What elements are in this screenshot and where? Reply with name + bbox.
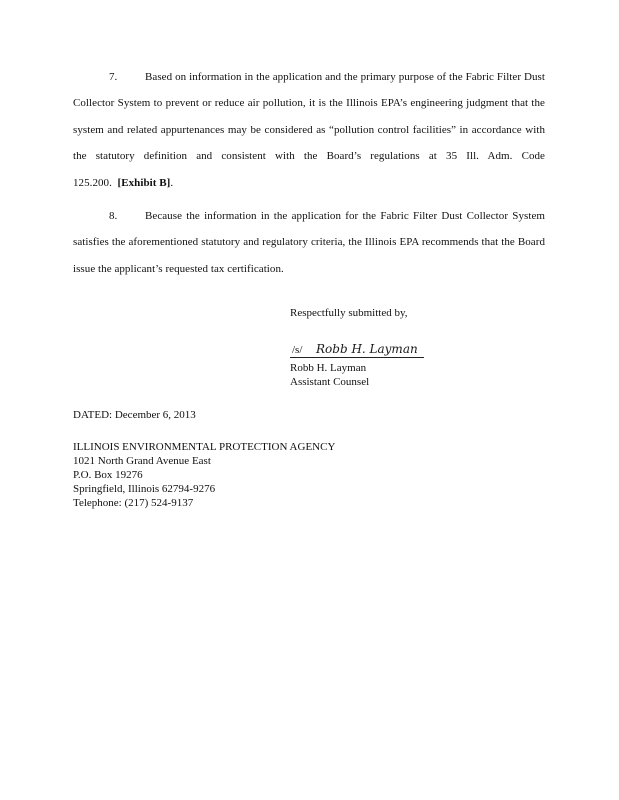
signature-script-text: Robb H. Layman <box>316 342 418 356</box>
agency-address-line-2: P.O. Box 19276 <box>73 469 143 481</box>
paragraph-text: Based on information in the application and the primary purpose of the Fabric Filter Dust Collector System to prevent or reduce air pollution, it is the Illinois EPA’s engineering judgment that the system and related appurtenances may be considered as “pollution control facilities” in accordance with the statutory definition and consistent with the Board’s regulations at 35 Ill. Adm. Code 125.200. <box>73 71 545 189</box>
dated-line: DATED: December 6, 2013 <box>73 409 196 421</box>
signature-slash: /s/ <box>292 344 303 356</box>
agency-name: ILLINOIS ENVIRONMENTAL PROTECTION AGENCY <box>73 441 336 453</box>
paragraph-8 <box>73 203 545 282</box>
agency-city-state-zip: Springfield, Illinois 62794-9276 <box>73 483 216 495</box>
paragraph-text-end: . <box>170 176 174 189</box>
exhibit-reference: [Exhibit B] <box>117 176 171 189</box>
signer-name: Robb H. Layman <box>290 362 367 374</box>
agency-address-block <box>73 440 335 510</box>
agency-telephone: Telephone: (217) 524-9137 <box>73 497 194 509</box>
respectfully-submitted: Respectfully submitted by, <box>290 307 408 319</box>
paragraph-text: Because the information in the application for the Fabric Filter Dust Collector System satisfies the aforementioned statutory and regulatory criteria, the Illinois EPA recommends that the Board issue the applicant’s requested tax certification. <box>73 210 545 275</box>
paragraph-number: 8. <box>109 210 118 222</box>
agency-address-line-1: 1021 North Grand Avenue East <box>73 455 211 467</box>
signature-block <box>290 306 424 389</box>
signer-title: Assistant Counsel <box>290 376 370 388</box>
signature-line <box>290 340 424 358</box>
handwritten-signature <box>314 339 422 357</box>
paragraph-7 <box>73 64 545 196</box>
paragraph-number: 7. <box>109 71 118 83</box>
